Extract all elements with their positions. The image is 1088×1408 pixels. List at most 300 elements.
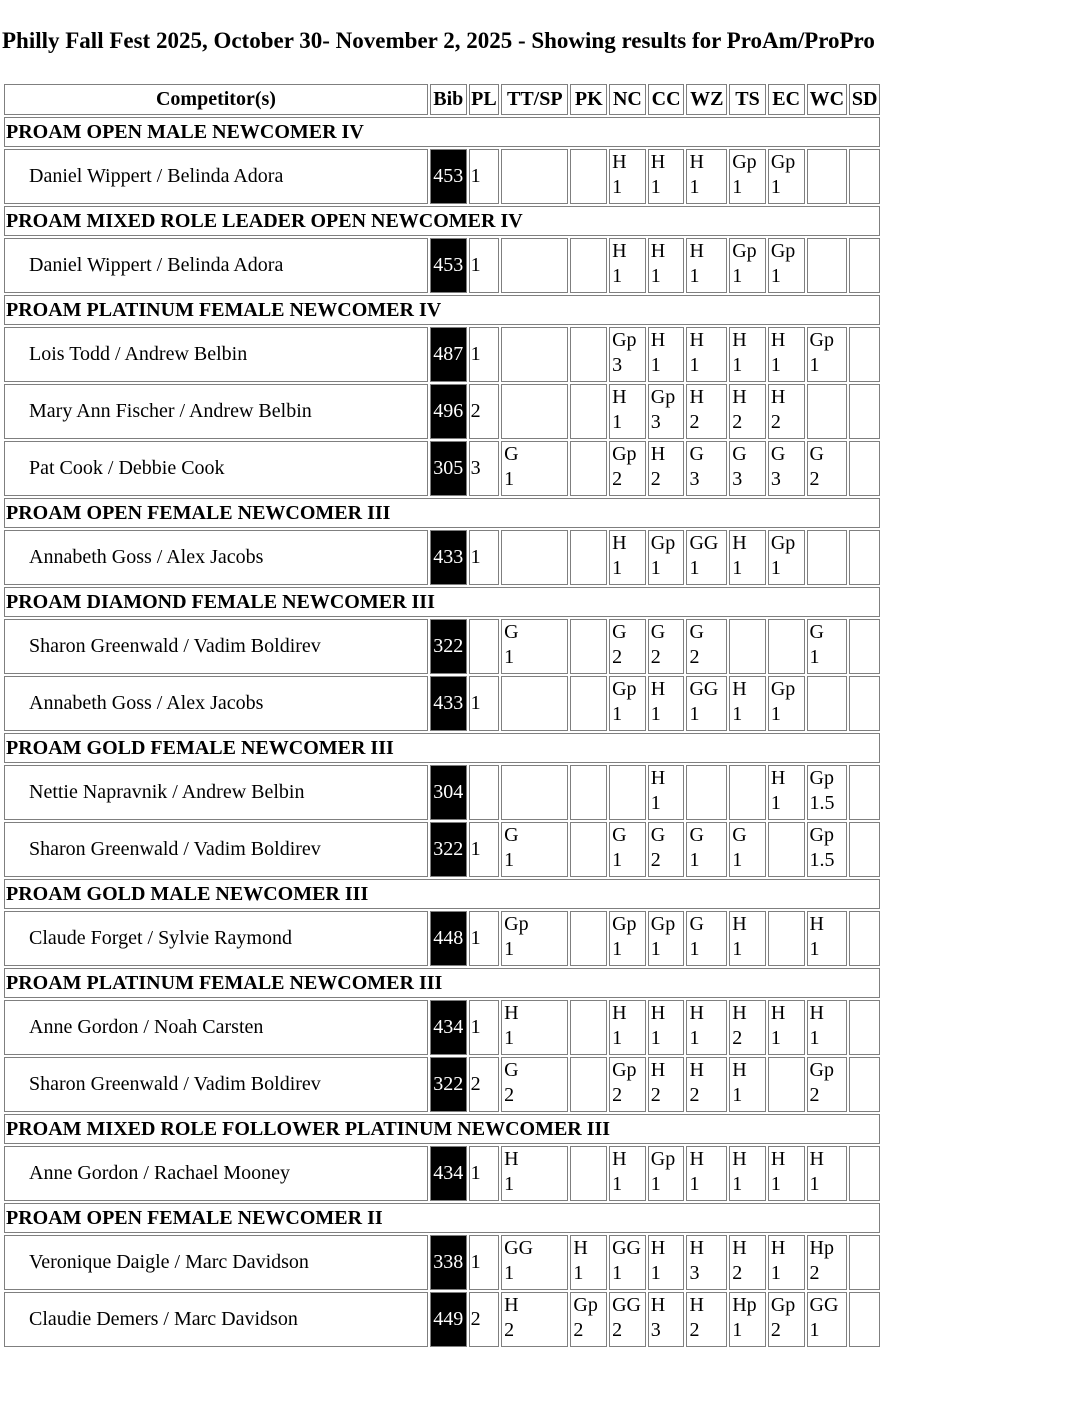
competitor-name: Veronique Daigle / Marc Davidson (4, 1235, 428, 1290)
score-grade: H (689, 329, 704, 351)
score-place: 3 (732, 468, 743, 490)
column-header: WC (807, 84, 848, 115)
score-grade: Gp (770, 1294, 796, 1316)
score-cell (768, 384, 805, 439)
score-cell (849, 822, 880, 877)
score-grade: H (770, 1237, 786, 1259)
score-grade: H (650, 1237, 666, 1259)
competitor-row (4, 676, 880, 731)
score-grade: Gp (612, 678, 637, 700)
score-place: 1 (770, 1173, 781, 1195)
score-place: 2 (612, 1319, 623, 1341)
score-place: 1 (612, 411, 623, 433)
score-place: 2 (612, 468, 623, 490)
competitor-name: Mary Ann Fischer / Andrew Belbin (4, 384, 428, 439)
score-cell (768, 822, 805, 877)
section-title: PROAM GOLD FEMALE NEWCOMER III (4, 733, 880, 763)
score-grade: H (650, 1002, 666, 1024)
score-grade: H (504, 1294, 519, 1316)
score-cell (570, 765, 607, 820)
score-cell (768, 619, 805, 674)
score-cell (501, 619, 568, 674)
score-grade: GG (612, 1237, 641, 1259)
score-place: 1 (650, 938, 661, 960)
score-place: 2 (770, 411, 781, 433)
score-cell (501, 911, 568, 966)
section-title: PROAM GOLD MALE NEWCOMER III (4, 879, 880, 909)
score-place: 1 (689, 703, 700, 725)
section-row (4, 498, 880, 528)
score-grade: H (689, 240, 704, 262)
score-cell (570, 384, 607, 439)
page-title: Philly Fall Fest 2025, October 30- November 2, 2025 - Showing results for ProAm/ProPro (2, 28, 875, 53)
score-place: 1 (504, 646, 515, 668)
score-place: 1 (689, 849, 700, 871)
score-cell (849, 384, 880, 439)
score-cell (807, 530, 848, 585)
score-place: 1 (650, 557, 661, 579)
score-cell (729, 1235, 766, 1290)
competitor-name: Sharon Greenwald / Vadim Boldirev (4, 822, 428, 877)
score-grade: Gp (770, 151, 796, 173)
score-cell (501, 441, 568, 496)
score-cell (729, 238, 766, 293)
score-cell (570, 619, 607, 674)
score-place: 1 (809, 354, 820, 376)
score-cell (768, 1000, 805, 1055)
score-place: 1 (770, 176, 781, 198)
score-place: 3 (689, 1262, 700, 1284)
score-grade: GG (689, 678, 719, 700)
score-cell (648, 1292, 685, 1347)
score-cell (609, 619, 646, 674)
score-cell (609, 765, 646, 820)
placement: 1 (469, 530, 500, 585)
bib-number: 453 (430, 149, 467, 204)
competitor-row (4, 1057, 880, 1112)
score-cell (729, 530, 766, 585)
score-place: 1 (689, 176, 700, 198)
score-cell (686, 441, 727, 496)
score-cell (570, 1000, 607, 1055)
score-cell (807, 619, 848, 674)
score-cell (849, 765, 880, 820)
competitor-row (4, 619, 880, 674)
score-cell (768, 765, 805, 820)
score-cell (686, 911, 727, 966)
score-place: 2 (650, 468, 661, 490)
section-row (4, 1203, 880, 1233)
placement (469, 765, 500, 820)
column-header: Bib (430, 84, 467, 115)
score-grade: GG (612, 1294, 641, 1316)
score-place: 1 (770, 557, 781, 579)
score-grade: H (809, 1148, 824, 1170)
score-cell (501, 238, 568, 293)
score-grade: Gp (770, 532, 796, 554)
score-place: 2 (650, 849, 661, 871)
score-cell (570, 1235, 607, 1290)
bib-number: 322 (430, 619, 467, 674)
score-cell (807, 441, 848, 496)
score-cell (729, 1057, 766, 1112)
score-cell (686, 822, 727, 877)
bib-number: 453 (430, 238, 467, 293)
score-place: 1 (650, 703, 661, 725)
score-grade: G (612, 824, 627, 846)
score-grade: H (770, 1148, 786, 1170)
score-grade: H (612, 151, 627, 173)
score-cell (570, 1292, 607, 1347)
section-row (4, 1114, 880, 1144)
score-place: 1 (612, 265, 623, 287)
score-grade: G (504, 621, 519, 643)
table-header (4, 84, 880, 115)
score-grade: H (650, 329, 666, 351)
score-cell (609, 1146, 646, 1201)
score-grade: H (612, 1002, 627, 1024)
score-cell (729, 441, 766, 496)
score-cell (849, 149, 880, 204)
score-cell (648, 238, 685, 293)
competitor-name: Pat Cook / Debbie Cook (4, 441, 428, 496)
competitor-name: Sharon Greenwald / Vadim Boldirev (4, 1057, 428, 1112)
score-grade: Gp (809, 767, 834, 789)
score-grade: H (689, 1059, 704, 1081)
bib-number: 449 (430, 1292, 467, 1347)
competitor-row (4, 1292, 880, 1347)
bib-number: 305 (430, 441, 467, 496)
score-cell (768, 327, 805, 382)
score-cell (807, 149, 848, 204)
column-header: NC (609, 84, 646, 115)
score-grade: H (689, 1002, 704, 1024)
competitor-name: Claude Forget / Sylvie Raymond (4, 911, 428, 966)
score-cell (501, 1146, 568, 1201)
placement: 1 (469, 149, 500, 204)
score-cell (729, 1000, 766, 1055)
score-grade: Gp (809, 1059, 834, 1081)
competitor-row (4, 1146, 880, 1201)
score-cell (849, 441, 880, 496)
score-place: 1 (650, 1027, 661, 1049)
score-place: 1 (770, 1027, 781, 1049)
competitor-row (4, 238, 880, 293)
score-place: 1 (650, 1262, 661, 1284)
score-place: 1 (809, 938, 820, 960)
score-grade: H (732, 678, 747, 700)
section-title: PROAM DIAMOND FEMALE NEWCOMER III (4, 587, 880, 617)
section-row (4, 733, 880, 763)
score-cell (849, 1146, 880, 1201)
score-place: 1 (809, 1173, 820, 1195)
score-grade: H (689, 1237, 704, 1259)
score-grade: Gp (612, 1059, 637, 1081)
score-cell (849, 1292, 880, 1347)
score-grade: G (689, 913, 704, 935)
score-grade: Gp (732, 240, 757, 262)
score-grade: G (504, 824, 519, 846)
competitor-row (4, 327, 880, 382)
competitor-name: Anne Gordon / Noah Carsten (4, 1000, 428, 1055)
score-cell (849, 238, 880, 293)
score-grade: H (732, 386, 747, 408)
placement: 1 (469, 238, 500, 293)
competitor-name: Annabeth Goss / Alex Jacobs (4, 530, 428, 585)
section-row (4, 587, 880, 617)
score-cell (807, 765, 848, 820)
score-place: 1 (650, 1173, 661, 1195)
score-grade: G (689, 824, 704, 846)
score-cell (849, 676, 880, 731)
score-cell (849, 1000, 880, 1055)
score-grade: H (650, 151, 666, 173)
score-place: 1 (689, 354, 700, 376)
bib-number: 487 (430, 327, 467, 382)
score-grade: G (732, 443, 747, 465)
score-cell (807, 1292, 848, 1347)
score-cell (729, 1146, 766, 1201)
section-title: PROAM OPEN FEMALE NEWCOMER II (4, 1203, 880, 1233)
score-cell (729, 765, 766, 820)
score-grade: H (612, 532, 627, 554)
bib-number: 338 (430, 1235, 467, 1290)
score-cell (570, 238, 607, 293)
score-place: 1.5 (809, 792, 835, 814)
bib-number: 496 (430, 384, 467, 439)
competitor-row (4, 530, 880, 585)
placement: 3 (469, 441, 500, 496)
score-cell (609, 1000, 646, 1055)
score-cell (570, 441, 607, 496)
score-grade: H (689, 1148, 704, 1170)
score-grade: H (732, 532, 747, 554)
score-cell (686, 1292, 727, 1347)
score-cell (768, 676, 805, 731)
score-cell (686, 1146, 727, 1201)
score-place: 2 (809, 468, 820, 490)
score-grade: H (732, 1059, 747, 1081)
score-place: 1 (732, 938, 743, 960)
score-cell (570, 1057, 607, 1112)
score-cell (501, 1057, 568, 1112)
score-cell (768, 149, 805, 204)
placement: 1 (469, 822, 500, 877)
score-grade: H (770, 386, 786, 408)
score-cell (570, 327, 607, 382)
placement: 1 (469, 1000, 500, 1055)
score-cell (768, 1057, 805, 1112)
score-place: 2 (573, 1319, 584, 1341)
score-place: 1 (770, 1262, 781, 1284)
score-place: 1 (770, 265, 781, 287)
score-cell (609, 676, 646, 731)
score-cell (807, 238, 848, 293)
competitor-name: Annabeth Goss / Alex Jacobs (4, 676, 428, 731)
score-cell (648, 1057, 685, 1112)
score-cell (501, 384, 568, 439)
score-place: 1 (732, 1319, 743, 1341)
score-grade: G (650, 621, 666, 643)
score-grade: H (612, 240, 627, 262)
score-cell (648, 149, 685, 204)
score-cell (768, 1235, 805, 1290)
score-grade: H (650, 240, 666, 262)
score-cell (501, 530, 568, 585)
header-row (4, 84, 880, 115)
score-place: 1 (689, 557, 700, 579)
score-grade: Gp (612, 329, 637, 351)
competitor-name: Nettie Napravnik / Andrew Belbin (4, 765, 428, 820)
score-grade: H (732, 329, 747, 351)
score-cell (849, 619, 880, 674)
score-grade: H (809, 913, 824, 935)
score-cell (729, 822, 766, 877)
score-cell (807, 1000, 848, 1055)
score-place: 1 (504, 468, 515, 490)
score-place: 1.5 (809, 849, 835, 871)
bib-number: 322 (430, 1057, 467, 1112)
score-cell (849, 1235, 880, 1290)
score-grade: Gp (573, 1294, 598, 1316)
score-cell (501, 1000, 568, 1055)
score-cell (648, 1146, 685, 1201)
score-cell (570, 149, 607, 204)
placement: 1 (469, 327, 500, 382)
score-grade: Gp (650, 913, 676, 935)
score-grade: H (770, 767, 786, 789)
score-place: 2 (689, 1319, 700, 1341)
section-row (4, 879, 880, 909)
score-place: 1 (612, 1173, 623, 1195)
score-place: 1 (732, 265, 743, 287)
score-cell (686, 149, 727, 204)
section-title: PROAM PLATINUM FEMALE NEWCOMER III (4, 968, 880, 998)
column-header: CC (648, 84, 685, 115)
score-place: 2 (504, 1084, 515, 1106)
score-grade: G (689, 443, 704, 465)
competitor-row (4, 822, 880, 877)
score-cell (609, 1057, 646, 1112)
score-place: 1 (504, 1262, 515, 1284)
score-cell (570, 1146, 607, 1201)
score-cell (849, 1057, 880, 1112)
score-place: 1 (612, 703, 623, 725)
column-header: WZ (686, 84, 727, 115)
score-grade: H (689, 151, 704, 173)
score-grade: H (650, 443, 666, 465)
score-cell (648, 1000, 685, 1055)
score-cell (807, 676, 848, 731)
score-cell (807, 327, 848, 382)
score-place: 1 (809, 1027, 820, 1049)
score-place: 3 (770, 468, 781, 490)
score-cell (686, 384, 727, 439)
section-title: PROAM MIXED ROLE FOLLOWER PLATINUM NEWCOMER III (4, 1114, 880, 1144)
score-grade: G (650, 824, 666, 846)
score-cell (609, 327, 646, 382)
competitor-name: Daniel Wippert / Belinda Adora (4, 238, 428, 293)
score-grade: H (650, 767, 666, 789)
score-cell (609, 530, 646, 585)
results-table (2, 82, 882, 1349)
score-place: 2 (504, 1319, 515, 1341)
score-cell (768, 1146, 805, 1201)
score-place: 1 (612, 1262, 623, 1284)
score-place: 1 (770, 792, 781, 814)
score-cell (807, 1146, 848, 1201)
score-grade: H (732, 1148, 747, 1170)
score-cell (807, 1057, 848, 1112)
score-cell (501, 149, 568, 204)
score-grade: H (770, 329, 786, 351)
score-grade: GG (689, 532, 719, 554)
score-cell (768, 238, 805, 293)
score-place: 3 (689, 468, 700, 490)
competitor-row (4, 1235, 880, 1290)
score-grade: GG (809, 1294, 839, 1316)
score-place: 1 (650, 265, 661, 287)
score-cell (849, 530, 880, 585)
results-body (4, 117, 880, 1347)
score-cell (729, 384, 766, 439)
score-grade: Gp (809, 329, 834, 351)
section-title: PROAM MIXED ROLE LEADER OPEN NEWCOMER IV (4, 206, 880, 236)
section-row (4, 295, 880, 325)
score-cell (648, 327, 685, 382)
score-cell (609, 441, 646, 496)
score-cell (648, 676, 685, 731)
score-cell (729, 619, 766, 674)
score-cell (648, 911, 685, 966)
score-cell (686, 1000, 727, 1055)
score-cell (768, 911, 805, 966)
score-place: 1 (612, 938, 623, 960)
score-grade: G (504, 443, 519, 465)
score-cell (570, 530, 607, 585)
score-place: 2 (612, 646, 623, 668)
score-grade: Gp (770, 240, 796, 262)
score-cell (807, 384, 848, 439)
score-place: 3 (650, 1319, 661, 1341)
score-cell (609, 149, 646, 204)
score-cell (648, 765, 685, 820)
score-cell (807, 1235, 848, 1290)
score-grade: Gp (650, 386, 676, 408)
column-header: SD (849, 84, 880, 115)
competitor-row (4, 384, 880, 439)
score-place: 1 (612, 176, 623, 198)
score-grade: H (732, 1237, 747, 1259)
score-place: 1 (689, 1173, 700, 1195)
score-place: 2 (809, 1084, 820, 1106)
score-cell (501, 1292, 568, 1347)
score-cell (648, 1235, 685, 1290)
score-cell (648, 822, 685, 877)
score-place: 1 (732, 1084, 743, 1106)
bib-number: 434 (430, 1146, 467, 1201)
competitor-row (4, 441, 880, 496)
section-row (4, 117, 880, 147)
score-cell (501, 1235, 568, 1290)
score-cell (686, 619, 727, 674)
score-grade: H (689, 386, 704, 408)
score-place: 1 (770, 703, 781, 725)
competitor-row (4, 149, 880, 204)
score-place: 1 (732, 703, 743, 725)
bib-number: 448 (430, 911, 467, 966)
score-place: 1 (504, 1027, 515, 1049)
